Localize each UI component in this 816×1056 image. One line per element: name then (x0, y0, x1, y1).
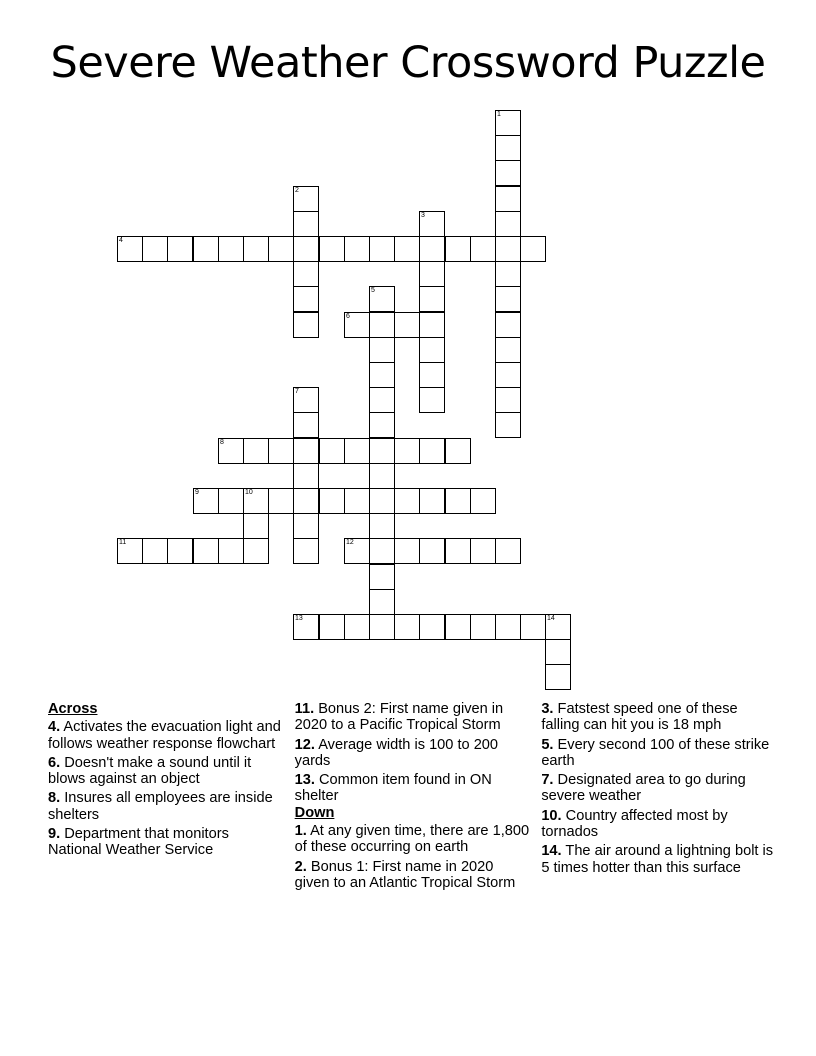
clue-across (48, 826, 285, 859)
cell-number: 9 (195, 489, 199, 496)
grid-cell[interactable] (495, 211, 521, 237)
clue-text: Insures all employees are inside shelters (48, 790, 273, 823)
clue-text: Average width is 100 to 200 yards (294, 736, 499, 769)
grid-cell[interactable] (369, 362, 395, 388)
grid-cell[interactable] (369, 463, 395, 489)
grid-cell[interactable] (495, 110, 521, 136)
grid-cell[interactable] (293, 513, 319, 539)
clue-across (48, 719, 285, 752)
clue-text: Common item found in ON shelter (294, 772, 492, 805)
cell-number: 1 (497, 111, 501, 118)
clue-number: 13. (294, 772, 315, 789)
grid-cell[interactable] (495, 614, 521, 640)
grid-cell[interactable] (293, 438, 319, 464)
clues-section (48, 701, 778, 891)
grid-cell[interactable] (419, 286, 445, 312)
clue-down (295, 823, 532, 856)
clue-text: Fatstest speed one of these falling can hit you is 18 mph (541, 701, 738, 734)
grid-cell[interactable] (293, 261, 319, 287)
clue-text: Activates the evacuation light and follows weather response flowchart (48, 719, 281, 752)
grid-cell[interactable] (394, 538, 420, 564)
grid-cell[interactable] (545, 639, 571, 665)
cell-number: 3 (421, 212, 425, 219)
grid-cell[interactable] (369, 312, 395, 338)
grid-cell[interactable] (243, 236, 269, 262)
grid-cell[interactable] (344, 614, 370, 640)
grid-cell[interactable] (243, 538, 269, 564)
grid-cell[interactable] (369, 387, 395, 413)
grid-cell[interactable] (369, 614, 395, 640)
grid-cell[interactable] (193, 488, 219, 514)
grid-cell[interactable] (419, 387, 445, 413)
grid-cell[interactable] (445, 438, 471, 464)
grid-cell[interactable] (369, 538, 395, 564)
grid-cell[interactable] (293, 211, 319, 237)
grid-cell[interactable] (142, 538, 168, 564)
grid-cell[interactable] (495, 186, 521, 212)
grid-cell[interactable] (218, 236, 244, 262)
grid-cell[interactable] (419, 337, 445, 363)
grid-cell[interactable] (495, 135, 521, 161)
grid-cell[interactable] (419, 261, 445, 287)
grid-cell[interactable] (319, 438, 345, 464)
grid-cell[interactable] (293, 236, 319, 262)
grid-cell[interactable] (369, 513, 395, 539)
clue-down (541, 772, 778, 805)
grid-cell[interactable] (445, 538, 471, 564)
grid-cell[interactable] (293, 286, 319, 312)
grid-cell[interactable] (193, 236, 219, 262)
clue-down (541, 701, 778, 734)
grid-cell[interactable] (319, 614, 345, 640)
grid-cell[interactable] (293, 538, 319, 564)
grid-cell[interactable] (495, 236, 521, 262)
clue-across (295, 772, 532, 805)
cell-number: 5 (371, 287, 375, 294)
grid-cell[interactable] (293, 312, 319, 338)
grid-cell[interactable] (344, 236, 370, 262)
grid-cell[interactable] (293, 463, 319, 489)
clue-number: 9. (48, 826, 61, 843)
clue-number: 14. (541, 843, 562, 860)
clue-number: 11. (294, 701, 315, 717)
grid-cell[interactable] (319, 236, 345, 262)
grid-cell[interactable] (495, 312, 521, 338)
grid-cell[interactable] (470, 614, 496, 640)
cell-number: 8 (220, 439, 224, 446)
clue-number: 1. (294, 823, 307, 840)
grid-cell[interactable] (369, 564, 395, 590)
grid-cell[interactable] (394, 614, 420, 640)
grid-cell[interactable] (344, 488, 370, 514)
cell-number: 4 (119, 237, 123, 244)
grid-cell[interactable] (369, 438, 395, 464)
grid-cell[interactable] (369, 286, 395, 312)
clue-down (541, 843, 778, 876)
page-title: Severe Weather Crossword Puzzle (50, 38, 766, 88)
clue-number: 4. (48, 719, 61, 736)
grid-cell[interactable] (369, 337, 395, 363)
grid-cell[interactable] (470, 538, 496, 564)
clue-down (541, 737, 778, 770)
cell-number: 10 (245, 489, 253, 496)
grid-cell[interactable] (243, 438, 269, 464)
clue-text: Every second 100 of these strike earth (541, 736, 770, 769)
grid-cell[interactable] (495, 286, 521, 312)
grid-cell[interactable] (545, 614, 571, 640)
grid-cell[interactable] (419, 538, 445, 564)
clue-number: 8. (48, 790, 61, 807)
grid-cell[interactable] (369, 589, 395, 615)
clue-text: The air around a lightning bolt is 5 times hotter than this surface (541, 843, 774, 876)
clue-text: Bonus 1: First name in 2020 given to an Atlantic Tropical Storm (294, 858, 516, 891)
grid-cell[interactable] (243, 488, 269, 514)
grid-cell[interactable] (268, 438, 294, 464)
grid-cell[interactable] (445, 614, 471, 640)
grid-cell[interactable] (495, 261, 521, 287)
grid-cell[interactable] (470, 488, 496, 514)
grid-cell[interactable] (419, 312, 445, 338)
grid-cell[interactable] (419, 236, 445, 262)
clue-down (541, 808, 778, 841)
grid-cell[interactable] (495, 387, 521, 413)
cell-number: 14 (547, 615, 555, 622)
clue-number: 6. (48, 754, 61, 771)
clue-number: 7. (541, 772, 554, 789)
grid-cell[interactable] (117, 236, 143, 262)
grid-cell[interactable] (545, 664, 571, 690)
grid-cell[interactable] (419, 488, 445, 514)
grid-cell[interactable] (520, 236, 546, 262)
grid-cell[interactable] (293, 614, 319, 640)
clue-text: Doesn't make a sound until it blows against an object (48, 754, 252, 788)
clue-text: Department that monitors National Weather Service (48, 826, 229, 859)
grid-cell[interactable] (293, 412, 319, 438)
grid-cell[interactable] (142, 236, 168, 262)
clue-across (48, 755, 285, 788)
grid-cell[interactable] (520, 614, 546, 640)
grid-cell[interactable] (394, 438, 420, 464)
grid-cell[interactable] (344, 538, 370, 564)
clue-down (295, 859, 532, 892)
grid-cell[interactable] (369, 412, 395, 438)
cell-number: 11 (119, 539, 127, 546)
grid-cell[interactable] (495, 160, 521, 186)
grid-cell[interactable] (218, 488, 244, 514)
grid-cell[interactable] (319, 488, 345, 514)
clue-text: Designated area to go during severe weather (541, 772, 746, 805)
grid-cell[interactable] (495, 538, 521, 564)
grid-cell[interactable] (193, 538, 219, 564)
cell-number: 7 (295, 388, 299, 395)
grid-cell[interactable] (445, 488, 471, 514)
clue-text: Country affected most by tornados (541, 807, 728, 841)
grid-cell[interactable] (167, 236, 193, 262)
grid-cell[interactable] (117, 538, 143, 564)
grid-cell[interactable] (394, 236, 420, 262)
clue-number: 2. (294, 858, 307, 875)
grid-cell[interactable] (445, 236, 471, 262)
clue-text: At any given time, there are 1,800 of these occurring on earth (294, 823, 530, 856)
across-heading: Across (48, 701, 98, 717)
grid-cell[interactable] (495, 362, 521, 388)
grid-cell[interactable] (419, 438, 445, 464)
grid-cell[interactable] (344, 312, 370, 338)
clue-across (295, 701, 532, 734)
clue-number: 10. (541, 807, 562, 824)
grid-cell[interactable] (293, 488, 319, 514)
grid-cell[interactable] (369, 236, 395, 262)
grid-cell[interactable] (419, 211, 445, 237)
cell-number: 12 (346, 539, 354, 546)
clue-number: 3. (541, 701, 554, 717)
grid-cell[interactable] (293, 186, 319, 212)
cell-number: 13 (295, 615, 303, 622)
clue-number: 5. (541, 736, 554, 753)
clue-across (48, 790, 285, 823)
grid-cell[interactable] (495, 337, 521, 363)
grid-cell[interactable] (293, 387, 319, 413)
grid-cell[interactable] (394, 488, 420, 514)
grid-cell[interactable] (243, 513, 269, 539)
grid-cell[interactable] (495, 412, 521, 438)
grid-cell[interactable] (218, 438, 244, 464)
grid-cell[interactable] (268, 236, 294, 262)
grid-cell[interactable] (394, 312, 420, 338)
grid-cell[interactable] (470, 236, 496, 262)
cell-number: 6 (346, 313, 350, 320)
grid-cell[interactable] (344, 438, 370, 464)
cell-number: 2 (295, 187, 299, 194)
clue-number: 12. (294, 736, 315, 753)
clue-across (295, 737, 532, 770)
grid-cell[interactable] (419, 362, 445, 388)
grid-cell[interactable] (369, 488, 395, 514)
grid-cell[interactable] (167, 538, 193, 564)
down-heading: Down (294, 804, 335, 821)
grid-cell[interactable] (268, 488, 294, 514)
grid-cell[interactable] (218, 538, 244, 564)
grid-cell[interactable] (419, 614, 445, 640)
clue-text: Bonus 2: First name given in 2020 to a Pacific Tropical Storm (294, 701, 504, 734)
